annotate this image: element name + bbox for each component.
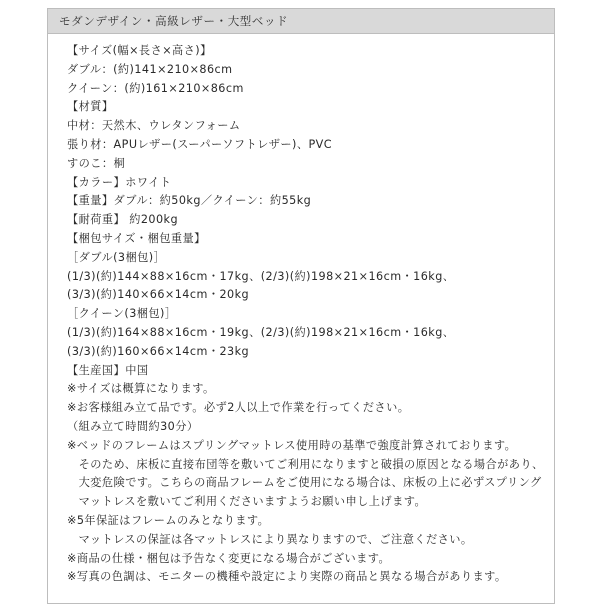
spec-list — [67, 42, 548, 587]
spec-note-frame-4: マットレスを敷いてご利用くださいますようお願い申し上げます。 — [67, 495, 427, 509]
spec-line-packing-double-heading: ［ダブル(3梱包)］ — [67, 250, 166, 264]
spec-header-bar — [48, 9, 554, 34]
spec-line-material-slats: すのこ：桐 — [67, 156, 126, 170]
spec-line-packing-queen-heading: ［クイーン(3梱包)］ — [67, 307, 177, 321]
spec-note-warranty-1: ※5年保証はフレームのみとなります。 — [67, 513, 270, 527]
spec-note-frame-2: そのため、床板に直接布団等を敷いてご利用になりますと破損の原因となる場合があり、 — [67, 457, 544, 471]
spec-line-material-core: 中材：天然木、ウレタンフォーム — [67, 119, 241, 133]
spec-line-size-double: ダブル：(約)141×210×86cm — [67, 62, 233, 76]
spec-line-size-heading: 【サイズ(幅×長さ×高さ)】 — [67, 44, 212, 57]
spec-note-frame-1: ※ベッドのフレームはスプリングマットレス使用時の基準で強度計算されております。 — [67, 438, 517, 452]
spec-note-spec-change: ※商品の仕様・梱包は予告なく変更になる場合がございます。 — [67, 551, 391, 565]
spec-line-material-heading: 【材質】 — [67, 100, 114, 114]
spec-panel — [47, 8, 555, 604]
spec-line-material-upholstery: 張り材：APUレザー(スーパーソフトレザー)、PVC — [67, 137, 333, 151]
spec-note-assembly-time: （組み立て時間約30分） — [67, 419, 199, 433]
spec-line-origin: 【生産国】中国 — [67, 363, 149, 377]
spec-line-load-capacity: 【耐荷重】 約200kg — [67, 213, 179, 227]
spec-note-photo-color: ※写真の色調は、モニターの機種や設定により実際の商品と異なる場合があります。 — [67, 570, 507, 584]
spec-line-packing-double-1: (1/3)(約)144×88×16cm・17kg、(2/3)(約)198×21×16cm・16kg、 — [67, 269, 455, 283]
spec-line-packing-queen-1: (1/3)(約)164×88×16cm・19kg、(2/3)(約)198×21×16cm・16kg、 — [67, 325, 455, 339]
spec-line-packing-heading: 【梱包サイズ・梱包重量】 — [67, 231, 206, 245]
spec-line-color: 【カラー】ホワイト — [67, 175, 172, 189]
spec-header-title: モダンデザイン・高級レザー・大型ベッド — [59, 14, 289, 28]
spec-note-warranty-2: マットレスの保証は各マットレスにより異なりますので、ご注意ください。 — [67, 532, 473, 546]
spec-note-frame-3: 大変危険です。こちらの商品フレームをご使用になる場合は、床板の上に必ずスプリング — [67, 476, 542, 490]
spec-line-packing-double-2: (3/3)(約)140×66×14cm・20kg — [67, 288, 250, 302]
spec-note-assembly: ※お客様組み立て品です。必ず2人以上で作業を行ってください。 — [67, 401, 410, 415]
spec-line-packing-queen-2: (3/3)(約)160×66×14cm・23kg — [67, 344, 250, 358]
spec-note-size: ※サイズは概算になります。 — [67, 382, 215, 396]
spec-line-size-queen: クイーン：(約)161×210×86cm — [67, 81, 244, 95]
spec-line-weight: 【重量】ダブル：約50kg／クイーン：約55kg — [67, 194, 312, 208]
